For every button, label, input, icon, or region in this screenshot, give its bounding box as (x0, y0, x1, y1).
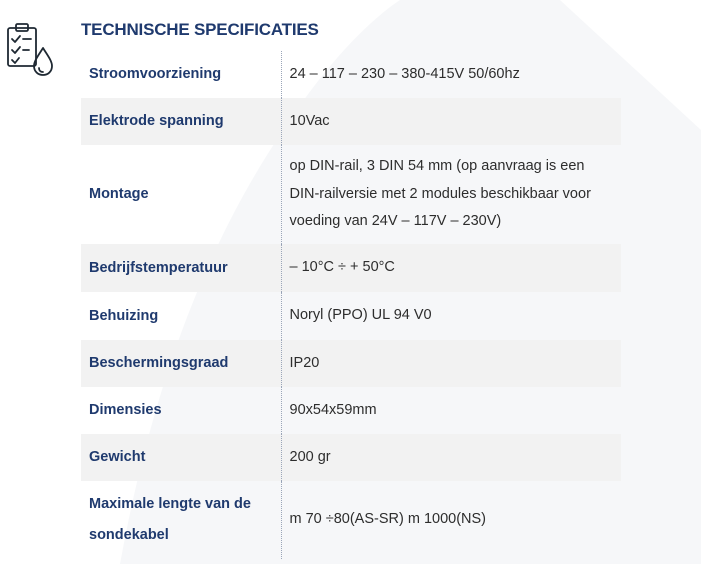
spec-value: Noryl (PPO) UL 94 V0 (289, 307, 432, 324)
table-row (81, 387, 621, 434)
spec-label: Bedrijfstemperatuur (81, 244, 281, 292)
spec-value: – 10°C ÷ + 50°C (281, 244, 621, 292)
spec-label: Behuizing (81, 292, 281, 340)
spec-label: Gewicht (81, 434, 281, 481)
spec-value: IP20 (281, 340, 621, 387)
table-row (81, 481, 621, 559)
table-row (81, 145, 621, 244)
table-row (81, 51, 621, 98)
spec-label: Beschermingsgraad (81, 340, 281, 387)
table-row (81, 292, 621, 340)
spec-value: op DIN-rail, 3 DIN 54 mm (op aanvraag is een DIN-railversie met 2 modules beschikbaar voor voeding van 24V – 117V – 230V) (289, 158, 591, 230)
spec-value: 10Vac (281, 98, 621, 145)
spec-value: 200 gr (281, 434, 621, 481)
page-title: TECHNISCHE SPECIFICATIES (81, 20, 319, 39)
spec-table (81, 51, 621, 559)
table-row (81, 98, 621, 145)
table-row (81, 244, 621, 292)
checklist-clipboard-drop-icon (6, 22, 56, 78)
spec-label: Elektrode spanning (81, 98, 281, 145)
table-row (81, 434, 621, 481)
spec-value: 24 – 117 – 230 – 380-415V 50/60hz (289, 65, 520, 82)
spec-label: Dimensies (81, 387, 281, 434)
spec-label: Maximale lengte van de sondekabel (81, 481, 281, 559)
spec-value: 90x54x59mm (289, 401, 377, 418)
table-row (81, 340, 621, 387)
spec-label: Stroomvoorziening (81, 51, 281, 98)
spec-label: Montage (81, 145, 281, 244)
spec-value: m 70 ÷80(AS-SR) m 1000(NS) (289, 511, 487, 528)
